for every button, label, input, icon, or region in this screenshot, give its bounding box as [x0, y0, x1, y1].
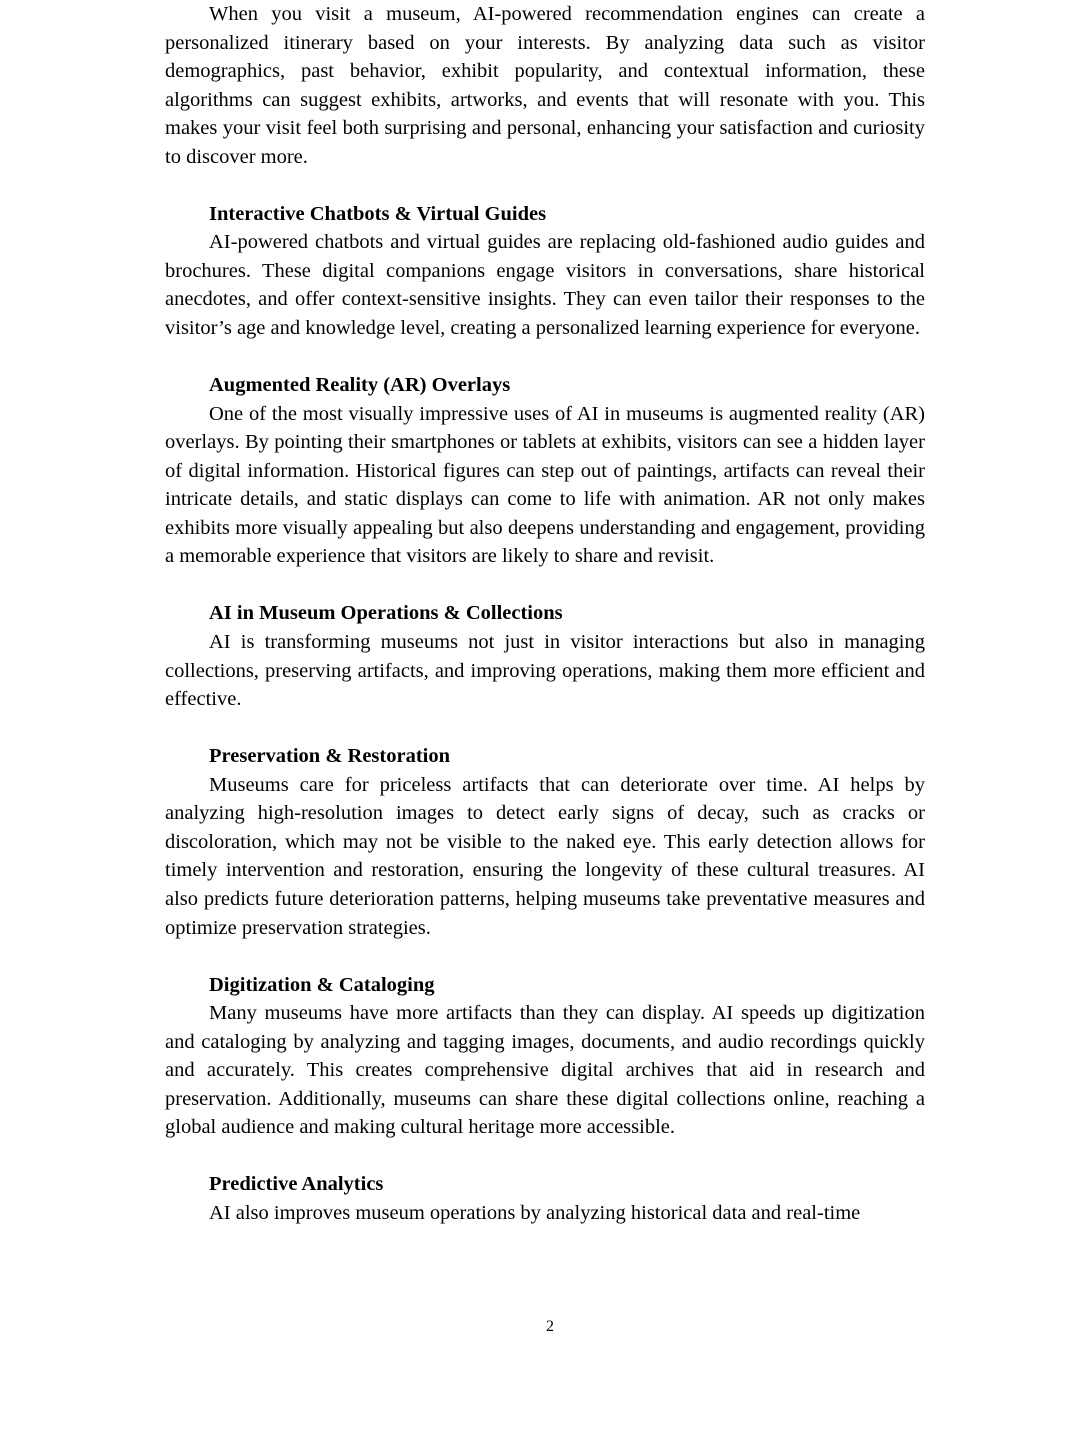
section-operations	[165, 599, 925, 713]
section-heading: Preservation & Restoration	[209, 745, 451, 768]
intro-paragraph: When you visit a museum, AI-powered recommendation engines can create a personalized itinerary based on your interests. By analyzing data such as visitor demographics, past behavior, exhibit popularity, and contextual information, these algorithms can suggest exhibits, artworks, and events that will resonate with you. This makes your visit feel both surprising and personal, enhancing your satisfaction and curiosity to discover more.	[165, 3, 925, 168]
section-predictive-analytics	[165, 1170, 925, 1227]
document-page	[165, 0, 925, 1228]
section-heading: Predictive Analytics	[209, 1173, 384, 1196]
section-ar-overlays	[165, 371, 925, 571]
section-body: AI is transforming museums not just in visitor interactions but also in managing collections, preserving artifacts, and improving operations, making them more efficient and effective.	[165, 631, 925, 711]
section-heading: Digitization & Cataloging	[209, 973, 435, 996]
page-number: 2	[546, 1318, 554, 1335]
section-heading: Augmented Reality (AR) Overlays	[209, 374, 511, 397]
section-digitization	[165, 971, 925, 1142]
section-heading: AI in Museum Operations & Collections	[209, 602, 563, 625]
section-body: Museums care for priceless artifacts that can deteriorate over time. AI helps by analyzing high-resolution images to detect early signs of decay, such as cracks or discoloration, which may not be visible to the naked eye. This early detection allows for timely intervention and restoration, ensuring the longevity of these cultural treasures. AI also predicts future deterioration patterns, helping museums take preventative measures and optimize preservation strategies.	[165, 773, 925, 939]
section-chatbots	[165, 200, 925, 343]
section-body: Many museums have more artifacts than they can display. AI speeds up digitization and cataloging by analyzing and tagging images, documents, and audio recordings quickly and accurately. This creates comprehensive digital archives that aid in research and preservation. Additionally, museums can share these digital collections online, reaching a global audience and making cultural heritage more accessible.	[165, 1002, 925, 1139]
section-body: One of the most visually impressive uses of AI in museums is augmented reality (AR) overlays. By pointing their smartphones or tablets at exhibits, visitors can see a hidden layer of digital information. Historical figures can step out of paintings, artifacts can reveal their intricate details, and static displays can come to life with animation. AR not only makes exhibits more visually appealing but also deepens understanding and engagement, providing a memorable experience that visitors are likely to share and revisit.	[165, 402, 925, 568]
section-heading: Interactive Chatbots & Virtual Guides	[209, 202, 547, 225]
section-body: AI also improves museum operations by analyzing historical data and real-time	[209, 1201, 861, 1224]
section-preservation	[165, 742, 925, 942]
section-body: AI-powered chatbots and virtual guides are replacing old-fashioned audio guides and brochures. These digital companions engage visitors in conversations, share historical anecdotes, and offer context-sensitive insights. They can even tailor their responses to the visitor’s age and knowledge level, creating a personalized learning experience for everyone.	[165, 231, 925, 340]
